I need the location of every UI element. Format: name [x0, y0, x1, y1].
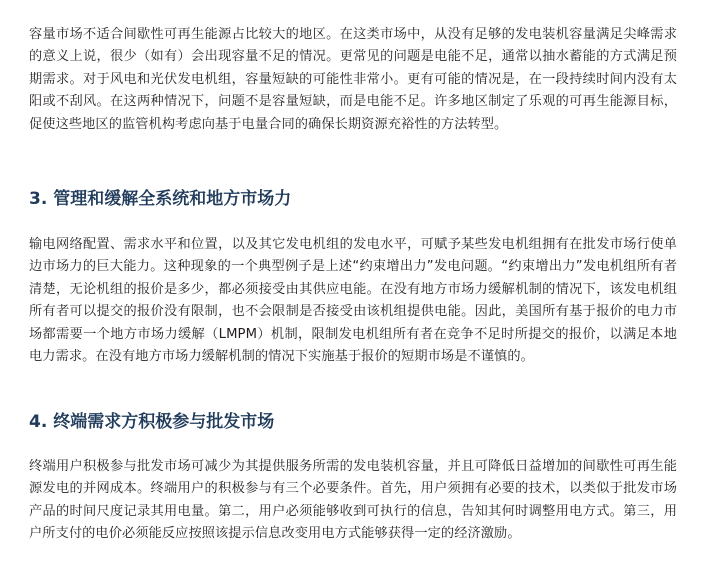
- paragraph-capacity-market: 容量市场不适合间歇性可再生能源占比较大的地区。在这类市场中，从没有足够的发电装机容量满足尖峰需求的意义上说，很少（如有）会出现容量不足的情况。更常见的问题是电能不足，通常以抽水蓄能的方式满足预期需求。对于风电和光伏发电机组，容量短缺的可能性非常小。更有可能的情况是，在一段持续时间内没有太阳或不刮风。在这两种情况下，问题不是容量短缺，而是电能不足。许多地区制定了乐观的可再生能源目标，促使这些地区的监管机构考虑向基于电量合同的确保长期资源充裕性的方法转型。: [29, 27, 677, 132]
- section-heading-market-power: 3. 管理和缓解全系统和地方市场力: [29, 189, 292, 209]
- section-heading-demand-side: 4. 终端需求方积极参与批发市场: [29, 412, 275, 432]
- paragraph-market-power: 输电网络配置、需求水平和位置，以及其它发电机组的发电水平，可赋予某些发电机组拥有在批发市场行使单边市场力的巨大能力。这种现象的一个典型例子是上述“约束增出力”发电问题。“约束增出力”发电机组所有者清楚，无论机组的报价是多少，都必须接受由其供应电能。在没有地方市场力缓解机制的情况下，该发电机组所有者可以提交的报价没有限制，也不会限制是否接受由该机组提供电能。因此，美国所有基于报价的电力市场都需要一个地方市场力缓解（LMPM）机制，限制发电机组所有者在竞争不足时所提交的报价，以满足本地电力需求。在没有地方市场力缓解机制的情况下实施基于报价的短期市场是不谨慎的。: [29, 237, 677, 365]
- paragraph-demand-side: 终端用户积极参与批发市场可减少为其提供服务所需的发电装机容量，并且可降低日益增加的间歇性可再生能源发电的并网成本。终端用户的积极参与有三个必要条件。首先，用户须拥有必要的技术，以类似于批发市场产品的时间尺度记录其用电量。第二，用户必须能够收到可执行的信息，告知其何时调整用电方式。第三，用户所支付的电价必须能反应按照该提示信息改变用电方式能够获得一定的经济激励。: [29, 459, 677, 542]
